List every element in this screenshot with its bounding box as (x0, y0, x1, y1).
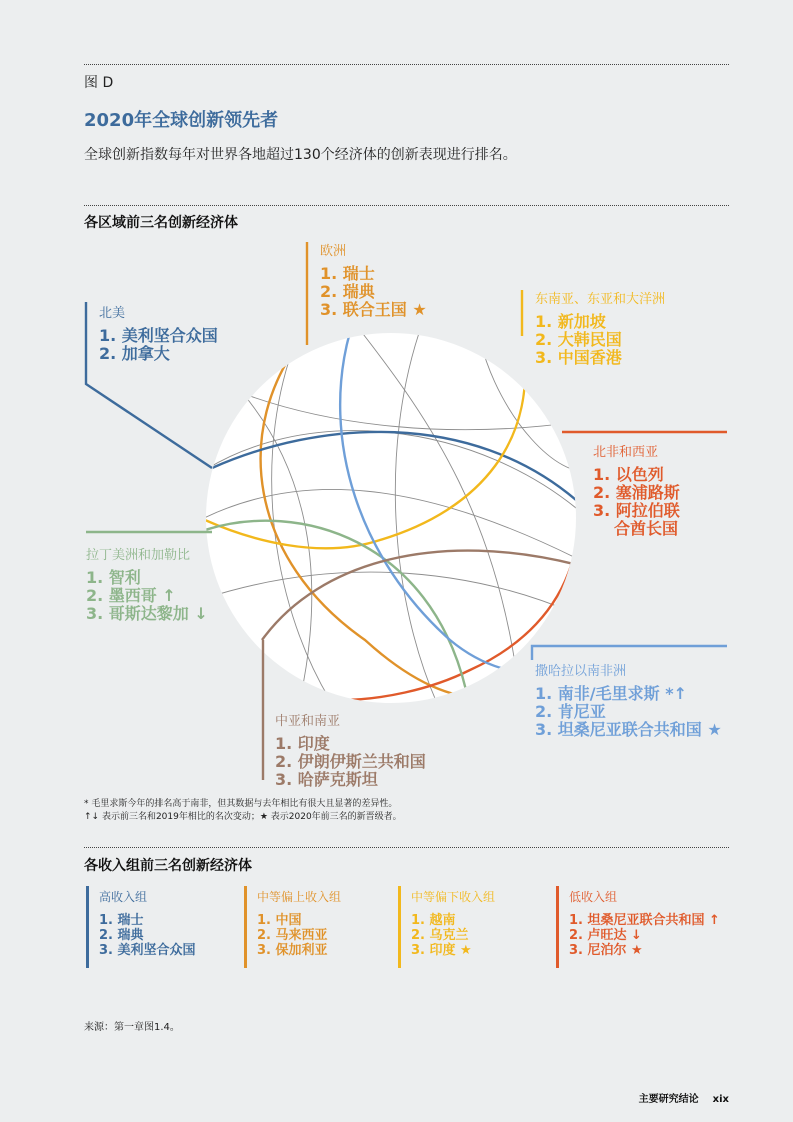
rank-item: 1. 南非/毛里求斯 *↑ (535, 684, 687, 703)
income-group-list (257, 913, 341, 958)
rank-item: 3. 中国香港 (535, 348, 622, 367)
rank-item: 1. 坦桑尼亚联合共和国 ↑ (569, 913, 720, 928)
region-list (275, 735, 426, 789)
region-name: 北非和西亚 (593, 445, 659, 460)
region-list (86, 569, 208, 623)
rank-item: 3. 阿拉伯联 (593, 501, 680, 520)
rank-item: 2. 乌克兰 (411, 928, 469, 943)
income-group-high (86, 886, 196, 968)
footnote: * 毛里求斯今年的排名高于南非，但其数据与去年相比有很大且显著的差异性。 (84, 799, 398, 809)
rank-item: 2. 肯尼亚 (535, 702, 606, 721)
figure-label: 图 D (84, 75, 114, 91)
rank-item: 3. 尼泊尔 ★ (569, 943, 643, 958)
region-name: 拉丁美洲和加勒比 (86, 548, 191, 563)
region-csa (275, 710, 426, 789)
income-group-lower-middle (398, 886, 495, 968)
rank-item: 3. 坦桑尼亚联合共和国 ★ (535, 720, 722, 739)
income-group-name: 中等偏上收入组 (257, 890, 342, 904)
region-name: 东南亚、东亚和大洋洲 (535, 292, 666, 307)
rank-item: 1. 越南 (411, 913, 456, 928)
income-group-name: 高收入组 (99, 890, 148, 904)
rank-item: 2. 瑞典 (99, 928, 144, 943)
rank-item: 1. 新加坡 (535, 312, 606, 331)
region-list (593, 466, 680, 538)
region-name: 撒哈拉以南非洲 (535, 664, 627, 679)
income-section-title: 各收入组前三名创新经济体 (84, 858, 252, 874)
rank-item: 3. 美利坚合众国 (99, 943, 196, 958)
page-footer (625, 1090, 729, 1105)
region-name: 欧洲 (320, 244, 347, 259)
region-list (535, 685, 722, 739)
rank-item: 2. 加拿大 (99, 344, 170, 363)
source-note: 来源：第一章图1.4。 (84, 1022, 180, 1033)
rank-item: 1. 瑞士 (99, 913, 144, 928)
rank-item: 2. 塞浦路斯 (593, 483, 680, 502)
income-group-list (411, 913, 495, 958)
ssa-connector (532, 646, 727, 660)
rank-item: 2. 卢旺达 ↓ (569, 928, 642, 943)
income-group-list (569, 913, 720, 958)
region-list (99, 327, 218, 363)
income-group-list (99, 913, 196, 958)
rank-item: 2. 墨西哥 ↑ (86, 586, 176, 605)
region-list (320, 265, 427, 319)
region-se-asia (535, 288, 665, 367)
region-europe (320, 240, 427, 319)
footnote: ↑↓ 表示前三名和2019年相比的名次变动；★ 表示2020年前三名的新晋级者。 (84, 812, 402, 822)
rank-item: 1. 印度 (275, 734, 330, 753)
region-name: 北美 (99, 306, 126, 321)
region-nafwa (593, 441, 680, 538)
rank-item: 1. 中国 (257, 913, 302, 928)
rank-item: 3. 保加利亚 (257, 943, 328, 958)
region-ssa (535, 660, 722, 739)
rank-item: 2. 大韩民国 (535, 330, 622, 349)
rank-item: 3. 联合王国 ★ (320, 300, 427, 319)
income-divider (84, 847, 729, 848)
page-number: xix (712, 1094, 729, 1105)
region-name: 中亚和南亚 (275, 714, 341, 729)
rank-item: 1. 瑞士 (320, 264, 375, 283)
rank-item: 2. 伊朗伊斯兰共和国 (275, 752, 426, 771)
rank-item-continued: 合酋长国 (614, 519, 679, 538)
page-subtitle: 全球创新指数每年对世界各地超过130个经济体的创新表现进行排名。 (84, 147, 517, 163)
rank-item: 3. 印度 ★ (411, 943, 472, 958)
rank-item: 1. 以色列 (593, 465, 664, 484)
regions-section-title: 各区域前三名创新经济体 (84, 215, 238, 231)
region-latam (86, 544, 208, 623)
rank-item: 1. 美利坚合众国 (99, 326, 218, 345)
page-title: 2020年全球创新领先者 (84, 110, 279, 131)
footer-section: 主要研究结论 (638, 1094, 699, 1105)
globe-circle (206, 333, 576, 703)
rank-item: 3. 哈萨克斯坦 (275, 770, 378, 789)
income-group-name: 低收入组 (569, 890, 618, 904)
rank-item: 2. 马来西亚 (257, 928, 328, 943)
rank-item: 3. 哥斯达黎加 ↓ (86, 604, 208, 623)
income-group-name: 中等偏下收入组 (411, 890, 496, 904)
rank-item: 2. 瑞典 (320, 282, 375, 301)
region-north-america (99, 302, 218, 363)
footnotes (84, 798, 402, 824)
region-list (535, 313, 665, 367)
income-group-low (556, 886, 720, 968)
income-group-upper-middle (244, 886, 341, 968)
rank-item: 1. 智利 (86, 568, 141, 587)
